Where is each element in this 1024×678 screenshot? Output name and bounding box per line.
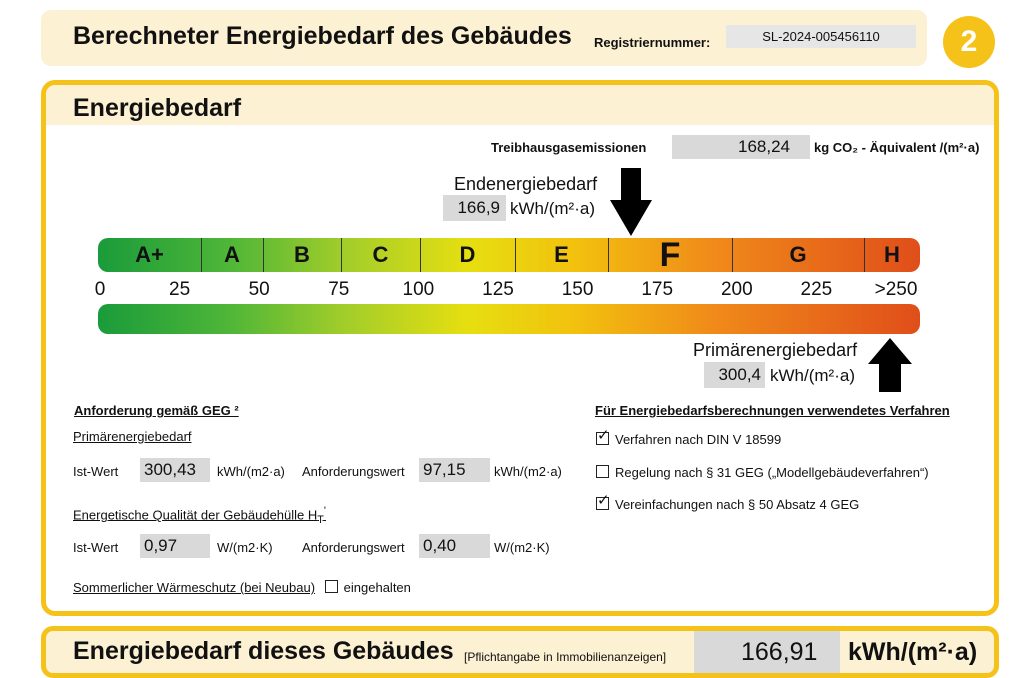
energy-class-h: H bbox=[884, 242, 900, 267]
method-title: Für Energiebedarfsberechnungen verwendetes Verfahren bbox=[595, 403, 950, 418]
class-divider bbox=[201, 238, 202, 272]
footer-title: Energiebedarf dieses Gebäudes bbox=[73, 637, 454, 665]
scale-tick: 125 bbox=[482, 279, 514, 300]
scale-tick: 225 bbox=[800, 279, 833, 300]
end-energy-value-box bbox=[443, 195, 506, 221]
energy-class-e: E bbox=[554, 242, 569, 267]
energy-scale-bar-lower bbox=[98, 304, 920, 334]
summer-protection-row bbox=[73, 580, 411, 595]
requirements-title: Anforderung gemäß GEG ² bbox=[74, 403, 239, 418]
summer-protection-check-label: eingehalten bbox=[343, 580, 411, 595]
envelope-anf-label: Anforderungswert bbox=[302, 540, 405, 555]
primary-energy-unit: kWh/(m²·a) bbox=[770, 366, 855, 385]
method-item bbox=[596, 497, 859, 512]
scale-tick: 50 bbox=[248, 279, 270, 300]
method-item bbox=[596, 465, 929, 480]
primary-anf-label: Anforderungswert bbox=[302, 464, 405, 479]
scale-tick: 150 bbox=[561, 279, 594, 300]
scale-tick: 200 bbox=[720, 279, 753, 300]
class-divider bbox=[515, 238, 516, 272]
primary-ist-value: 300,43 bbox=[140, 458, 210, 482]
method-checkbox[interactable] bbox=[596, 465, 609, 478]
primary-anf-unit: kWh/(m2·a) bbox=[494, 464, 562, 479]
scale-tick: 0 bbox=[94, 279, 106, 300]
primary-anf-value: 97,15 bbox=[419, 458, 490, 482]
energy-class-a: A bbox=[224, 242, 240, 267]
end-energy-label: Endenergiebedarf bbox=[454, 174, 598, 194]
primary-energy-value: 300,4 bbox=[718, 365, 761, 384]
energy-class-scale bbox=[98, 238, 920, 272]
scale-tick: 75 bbox=[328, 279, 350, 300]
envelope-ist-unit: W/(m2·K) bbox=[217, 540, 273, 555]
primary-energy-value-box bbox=[704, 362, 765, 388]
class-divider bbox=[263, 238, 264, 272]
primary-energy-marker-icon bbox=[868, 338, 912, 392]
method-item-label: Verfahren nach DIN V 18599 bbox=[615, 432, 782, 447]
scale-tick: 100 bbox=[402, 279, 435, 300]
footer-unit: kWh/(m²·a) bbox=[848, 638, 978, 666]
registration-label: Registriernummer: bbox=[594, 35, 711, 50]
ghg-unit: kg CO₂ - Äquivalent /(m²·a) bbox=[814, 140, 980, 155]
end-energy-value: 166,9 bbox=[457, 198, 500, 217]
class-divider bbox=[864, 238, 865, 272]
energy-class-d: D bbox=[459, 242, 476, 267]
primary-ist-label: Ist-Wert bbox=[73, 464, 119, 479]
scale-tick: 25 bbox=[169, 279, 191, 300]
energy-class-g: G bbox=[789, 242, 807, 267]
scale-tick: 175 bbox=[641, 279, 674, 300]
envelope-anf-unit: W/(m2·K) bbox=[494, 540, 550, 555]
envelope-heading: Energetische Qualität der Gebäudehülle $H_T'$ bbox=[73, 505, 326, 526]
primary-energy-label: Primärenergiebedarf bbox=[693, 340, 858, 360]
registration-number: SL-2024-005456110 bbox=[726, 25, 916, 48]
ghg-value-box bbox=[672, 135, 810, 159]
method-item-label: Vereinfachungen nach § 50 Absatz 4 GEG bbox=[615, 497, 860, 512]
primary-heading: Primärenergiebedarf bbox=[73, 429, 192, 444]
ghg-value: 168,24 bbox=[738, 137, 790, 156]
envelope-ist-label: Ist-Wert bbox=[73, 540, 119, 555]
class-divider bbox=[420, 238, 421, 272]
end-energy-marker-icon bbox=[610, 168, 652, 236]
method-checkbox[interactable] bbox=[596, 497, 609, 510]
page-number-badge: 2 bbox=[943, 16, 995, 68]
scale-tick: >250 bbox=[874, 279, 918, 300]
envelope-ist-value: 0,97 bbox=[140, 534, 210, 558]
method-checkbox[interactable] bbox=[596, 432, 609, 445]
envelope-anf-value: 0,40 bbox=[419, 534, 490, 558]
footer-value: 166,91 bbox=[741, 638, 818, 666]
method-item-label: Regelung nach § 31 GEG („Modellgebäudeverfahren“) bbox=[615, 465, 929, 480]
footer-note: [Pflichtangabe in Immobilienanzeigen] bbox=[464, 650, 667, 664]
end-energy-unit: kWh/(m²·a) bbox=[510, 199, 595, 218]
energy-class-a-plus: A+ bbox=[135, 242, 164, 267]
page-title: Berechneter Energiebedarf des Gebäudes bbox=[73, 22, 572, 50]
panel-title: Energiebedarf bbox=[73, 94, 242, 122]
class-divider bbox=[732, 238, 733, 272]
summer-protection-checkbox[interactable] bbox=[325, 580, 338, 593]
class-divider bbox=[608, 238, 609, 272]
energy-class-f: F bbox=[659, 236, 681, 274]
primary-ist-unit: kWh/(m2·a) bbox=[217, 464, 285, 479]
energy-class-b: B bbox=[294, 242, 310, 267]
summer-protection-label: Sommerlicher Wärmeschutz (bei Neubau) bbox=[73, 580, 316, 595]
method-item bbox=[596, 432, 781, 447]
class-divider bbox=[341, 238, 342, 272]
energy-class-c: C bbox=[372, 242, 389, 267]
ghg-label: Treibhausgasemissionen bbox=[491, 140, 647, 155]
